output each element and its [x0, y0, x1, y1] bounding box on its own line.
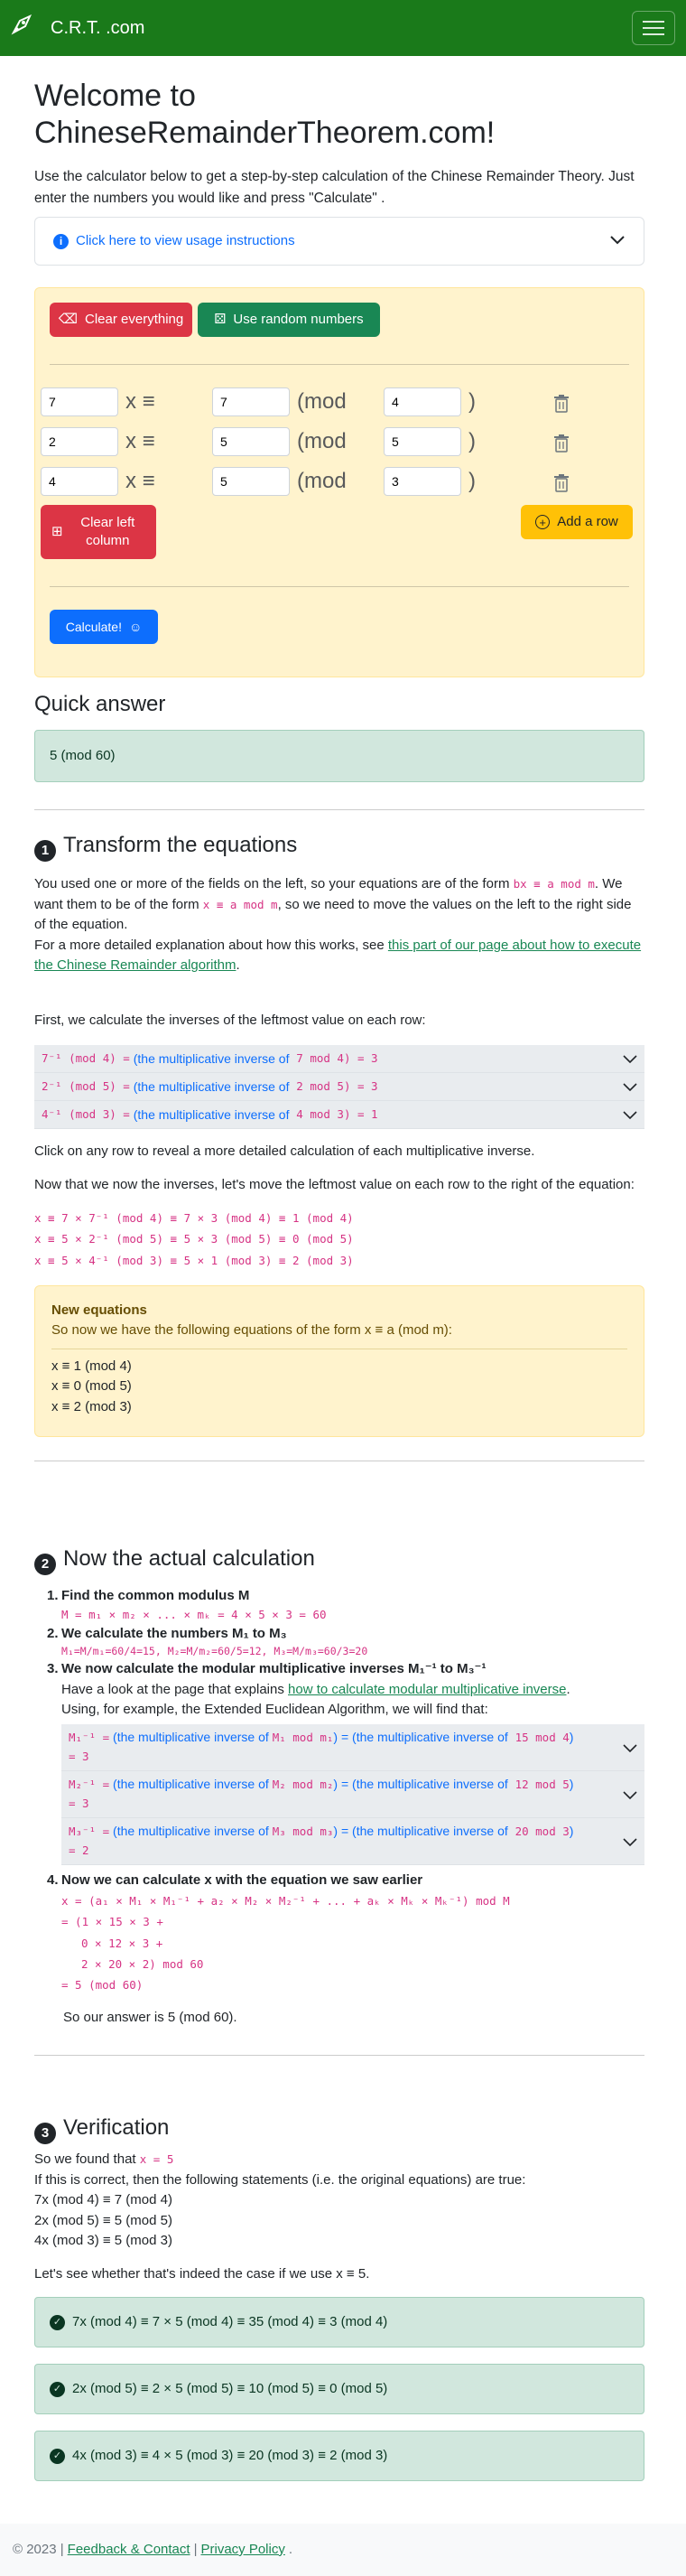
- footer: © 2023 | Feedback & Contact | Privacy Policy .: [0, 2524, 686, 2576]
- row3-modulus-input[interactable]: [384, 467, 461, 496]
- chevron-down-icon: [623, 1739, 637, 1758]
- check-icon: ✓: [50, 2449, 65, 2464]
- calculator-panel: [34, 287, 644, 677]
- feedback-link[interactable]: Feedback & Contact: [67, 2541, 190, 2557]
- chevron-down-icon: [623, 1050, 637, 1069]
- clear-left-column-button[interactable]: ⊞ Clear left column: [41, 505, 156, 559]
- row2-value-input[interactable]: [212, 427, 290, 456]
- row1-coef-input[interactable]: [41, 387, 118, 416]
- new-equation: x ≡ 2 (mod 3): [51, 1398, 132, 1414]
- move-line: x ≡ 7 × 7⁻¹ (mod 4) ≡ 7 × 3 (mod 4) ≡ 1 (mod 4): [34, 1211, 354, 1226]
- row3-coef-input[interactable]: [41, 467, 118, 496]
- chevron-down-icon: [623, 1833, 637, 1852]
- section1-p4: Click on any row to reveal a more detailed calculation of each multiplicative inverse.: [34, 1143, 535, 1160]
- section1-p1: You used one or more of the fields on the left, so your equations are of the form bx ≡ a mod m. We want them to be of the form x ≡ a mod m, so we need to move the values on the left to the right side of the equation.: [34, 876, 632, 933]
- step2-code: M₁=M/m₁=60/4=15, M₂=M/m₂=60/5=12, M₃=M/m₃=60/3=20: [61, 1645, 368, 1657]
- new-equations-title: New equations: [51, 1302, 147, 1318]
- chevron-down-icon: [609, 231, 626, 252]
- x-equiv-label: x ≡: [125, 469, 155, 493]
- brand[interactable]: [11, 14, 144, 43]
- paren-label: ): [468, 469, 476, 493]
- statement: 7x (mod 4) ≡ 7 (mod 4): [34, 2192, 172, 2208]
- section3-p2: If this is correct, then the following statements (i.e. the original equations) are true:: [34, 2171, 526, 2188]
- trash-icon[interactable]: [554, 474, 569, 492]
- menu-toggle-button[interactable]: [632, 11, 675, 45]
- mod-label: (mod: [297, 389, 347, 414]
- quick-answer-value: 5 (mod 60): [34, 730, 644, 782]
- verification-result: ✓ 4x (mod 3) ≡ 4 × 5 (mod 3) ≡ 20 (mod 3) ≡ 2 (mod 3): [34, 2431, 644, 2481]
- step3-title: We now calculate the modular multiplicative inverses M₁⁻¹ to M₃⁻¹: [61, 1661, 487, 1677]
- new-equation: x ≡ 0 (mod 5): [51, 1378, 132, 1395]
- section1-heading: 1 Transform the equations: [34, 829, 644, 862]
- logo-icon: [11, 14, 34, 43]
- algorithm-link[interactable]: this part of our page about how to execute the Chinese Remainder algorithm: [34, 937, 642, 974]
- calculate-button[interactable]: Calculate! ☺: [50, 610, 158, 644]
- formula-line: = (1 × 15 × 3 +: [61, 1915, 163, 1929]
- trash-icon[interactable]: [554, 434, 569, 453]
- step1-title: Find the common modulus M: [61, 1588, 250, 1604]
- privacy-link[interactable]: Privacy Policy: [200, 2541, 285, 2557]
- inverse-row[interactable]: 7⁻¹ (mod 4) = (the multiplicative inverse of 7 mod 4) = 3: [34, 1045, 644, 1073]
- formula-line: 0 × 12 × 3 +: [81, 1936, 163, 1950]
- dice-icon: ⚄: [214, 311, 227, 327]
- new-equation: x ≡ 1 (mod 4): [51, 1358, 132, 1374]
- big-inverse-row[interactable]: M₂⁻¹ = (the multiplicative inverse of M₂ mod m₂) = (the multiplicative inverse of 12 mod 5) = 3: [61, 1771, 644, 1818]
- smile-icon: ☺: [128, 619, 143, 634]
- row1-value-input[interactable]: [212, 387, 290, 416]
- big-inverse-row[interactable]: M₃⁻¹ = (the multiplicative inverse of M₃ mod m₃) = (the multiplicative inverse of 20 mod 3) = 2: [61, 1818, 644, 1865]
- section1-p2: For a more detailed explanation about how this works, see this part of our page about how to execute the Chinese Remainder algorithm.: [34, 937, 642, 974]
- step2-title: We calculate the numbers M₁ to M₃: [61, 1625, 287, 1641]
- mod-label: (mod: [297, 469, 347, 493]
- plus-circle-icon: +: [535, 515, 550, 529]
- row2-modulus-input[interactable]: [384, 427, 461, 456]
- big-inverse-row[interactable]: M₁⁻¹ = (the multiplicative inverse of M₁ mod m₁) = (the multiplicative inverse of 15 mod 4) = 3: [61, 1724, 644, 1771]
- clear-column-icon: ⊞: [51, 523, 63, 539]
- step4-title: Now we can calculate x with the equation we saw earlier: [61, 1871, 423, 1888]
- x-equiv-label: x ≡: [125, 429, 155, 453]
- add-row-button[interactable]: + Add a row: [521, 505, 633, 539]
- quick-answer-heading: Quick answer: [34, 692, 166, 716]
- clear-everything-button[interactable]: ⌫ Clear everything: [50, 303, 192, 337]
- info-icon: i: [53, 234, 69, 249]
- row1-modulus-input[interactable]: [384, 387, 461, 416]
- paren-label: ): [468, 389, 476, 414]
- paren-label: ): [468, 429, 476, 453]
- section3-p3: Let's see whether that's indeed the case if we use x ≡ 5.: [34, 2265, 370, 2282]
- eraser-icon: ⌫: [58, 311, 78, 327]
- instructions-toggle[interactable]: [34, 217, 644, 266]
- formula-line: = 5 (mod 60): [61, 1977, 144, 1992]
- step1-code: M = m₁ × m₂ × ... × mₖ = 4 × 5 × 3 = 60: [61, 1607, 327, 1621]
- check-icon: ✓: [50, 2315, 65, 2330]
- verification-result: ✓ 7x (mod 4) ≡ 7 × 5 (mod 4) ≡ 35 (mod 4) ≡ 3 (mod 4): [34, 2297, 644, 2347]
- formula-line: 2 × 20 × 2) mod 60: [81, 1956, 204, 1971]
- brand-name: C.R.T. .com: [51, 18, 145, 38]
- statement: 4x (mod 3) ≡ 5 (mod 3): [34, 2233, 172, 2249]
- inverse-link[interactable]: how to calculate modular multiplicative inverse: [288, 1681, 567, 1697]
- section3-p1: So we found that x = 5: [34, 2151, 174, 2168]
- verification-result: ✓ 2x (mod 5) ≡ 2 × 5 (mod 5) ≡ 10 (mod 5) ≡ 0 (mod 5): [34, 2364, 644, 2414]
- inverse-row[interactable]: 4⁻¹ (mod 3) = (the multiplicative inverse of 4 mod 3) = 1: [34, 1101, 644, 1129]
- intro-text: Use the calculator below to get a step-by-step calculation of the Chinese Remainder Theory. Just enter the numbers you would like and press "Calculate" .: [34, 168, 635, 206]
- chevron-down-icon: [623, 1786, 637, 1805]
- formula-line: x = (a₁ × M₁ × M₁⁻¹ + a₂ × M₂ × M₂⁻¹ + ... + aₖ × Mₖ × Mₖ⁻¹) mod M: [61, 1894, 510, 1909]
- section1-p5: Now that we now the inverses, let's move the leftmost value on each row to the right of the equation:: [34, 1176, 635, 1192]
- answer-text: So our answer is 5 (mod 60).: [63, 2009, 237, 2025]
- section2-heading: 2 Now the actual calculation: [34, 1543, 644, 1575]
- move-line: x ≡ 5 × 2⁻¹ (mod 5) ≡ 5 × 3 (mod 5) ≡ 0 (mod 5): [34, 1232, 354, 1246]
- trash-icon[interactable]: [554, 395, 569, 413]
- statement: 2x (mod 5) ≡ 5 (mod 5): [34, 2212, 172, 2228]
- page-title: Welcome to ChineseRemainderTheorem.com!: [34, 79, 496, 150]
- step3-p2: Using, for example, the Extended Euclidean Algorithm, we will find that:: [61, 1702, 488, 1718]
- new-equations-sub: So now we have the following equations of the form x ≡ a (mod m):: [51, 1322, 452, 1339]
- move-line: x ≡ 5 × 4⁻¹ (mod 3) ≡ 5 × 1 (mod 3) ≡ 2 (mod 3): [34, 1253, 354, 1267]
- x-equiv-label: x ≡: [125, 389, 155, 414]
- section3-heading: 3 Verification: [34, 2112, 644, 2144]
- copyright: © 2023 |: [13, 2541, 64, 2557]
- random-numbers-button[interactable]: ⚄ Use random numbers: [198, 303, 380, 337]
- row3-value-input[interactable]: [212, 467, 290, 496]
- navbar: [0, 0, 686, 56]
- section1-p3: First, we calculate the inverses of the leftmost value on each row:: [34, 1012, 426, 1028]
- new-equations-box: [34, 1285, 644, 1437]
- instructions-label: Click here to view usage instructions: [76, 232, 295, 248]
- row2-coef-input[interactable]: [41, 427, 118, 456]
- inverse-row[interactable]: 2⁻¹ (mod 5) = (the multiplicative inverse of 2 mod 5) = 3: [34, 1073, 644, 1101]
- check-icon: ✓: [50, 2382, 65, 2397]
- mod-label: (mod: [297, 429, 347, 453]
- chevron-down-icon: [623, 1078, 637, 1097]
- chevron-down-icon: [623, 1106, 637, 1125]
- step3-p1: Have a look at the page that explains how to calculate modular multiplicative inverse.: [61, 1681, 570, 1697]
